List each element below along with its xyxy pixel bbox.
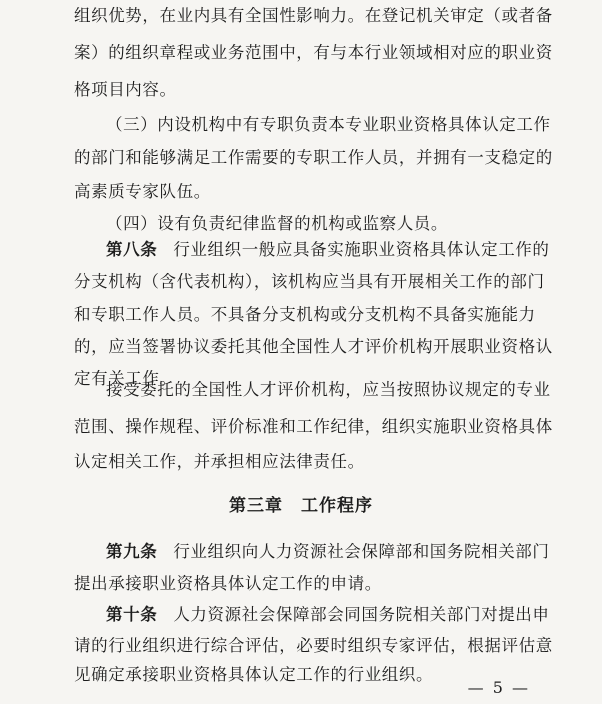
article10-line-3: 见确定承接职业资格具体认定工作的行业组织。 [74, 665, 434, 684]
article8-label: 第八条 [106, 240, 158, 259]
article10-text-1: 人力资源社会保障部会同国务院相关部门对提出申 [173, 605, 550, 624]
article9-line-2: 提出承接职业资格具体认定工作的申请。 [74, 574, 382, 593]
p2-line-3: 高素质专家队伍。 [74, 182, 211, 201]
p3-line-1: （四）设有负责纪律监督的机构或监察人员。 [106, 214, 448, 233]
p1-line-1: 组织优势，在业内具有全国性影响力。在登记机关审定（或者备 [74, 6, 553, 25]
chapter-heading: 第三章 工作程序 [229, 496, 373, 516]
article8-line-1 [106, 240, 550, 260]
page-number: — 5 — [467, 678, 530, 697]
article10-line-1 [106, 605, 550, 625]
p1-line-3: 格项目内容。 [74, 80, 177, 99]
article8-line-2: 分支机构（含代表机构），该机构应当具有开展相关工作的部门 [74, 272, 545, 291]
article8-text-1: 行业组织一般应具备实施职业资格具体认定工作的 [173, 240, 550, 259]
article10-label: 第十条 [106, 605, 158, 624]
p2-line-2: 的部门和能够满足工作需要的专职工作人员，并拥有一支稳定的 [74, 148, 553, 167]
p5-line-2: 范围、操作规程、评价标准和工作纪律，组织实施职业资格具体 [74, 417, 553, 436]
article10-line-2: 请的行业组织进行综合评估，必要时组织专家评估，根据评估意 [74, 636, 553, 655]
p5-line-1: 接受委托的全国性人才评价机构，应当按照协议规定的专业 [106, 380, 551, 399]
article9-label: 第九条 [106, 542, 158, 561]
p5-line-3: 认定相关工作，并承担相应法律责任。 [74, 452, 365, 471]
p2-line-1: （三）内设机构中有专职负责本专业职业资格具体认定工作 [106, 115, 551, 134]
article9-text-1: 行业组织向人力资源社会保障部和国务院相关部门 [173, 542, 550, 561]
article8-line-4: 的，应当签署协议委托其他全国性人才评价机构开展职业资格认 [74, 337, 553, 356]
article9-line-1 [106, 542, 550, 562]
p1-line-2: 案）的组织章程或业务范围中，有与本行业领域相对应的职业资 [74, 43, 553, 62]
article8-line-5: 定有关工作。 [74, 369, 177, 388]
article8-line-3: 和专职工作人员。不具备分支机构或分支机构不具备实施能力 [74, 305, 536, 324]
